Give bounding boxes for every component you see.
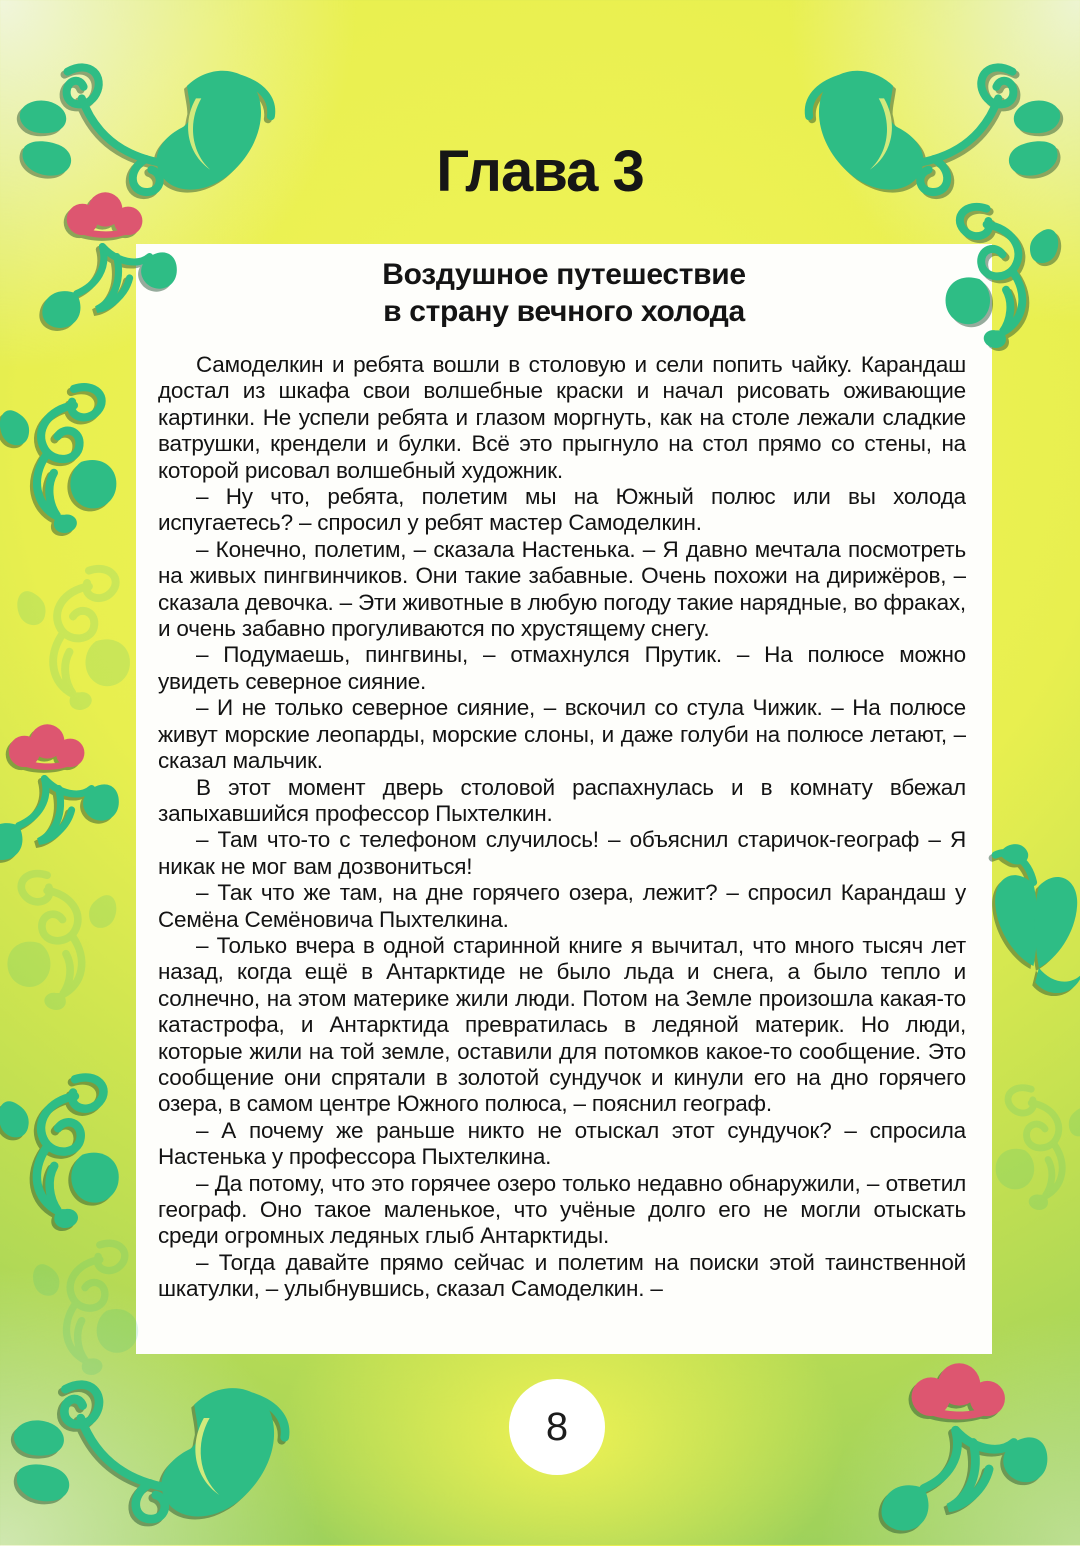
- swirl-watermark-left-3: [25, 1235, 145, 1375]
- swirl-watermark-right: [990, 1080, 1080, 1210]
- swirl-watermark-left-1: [8, 560, 138, 710]
- paragraph: – Тогда давайте прямо сейчас и полетим на поиски этой таинственной шкатулки, – улыбнувшись, сказал Самоделкин. –: [158, 1249, 966, 1302]
- subtitle-line-2: в страну вечного холода: [383, 295, 745, 328]
- paragraph: В этот момент дверь столовой распахнулась и в комнату вбежал запыхавшийся профессор Пыхтелкин.: [158, 774, 966, 826]
- page-number: 8: [545, 1404, 569, 1449]
- chapter-title: Глава 3: [436, 139, 644, 204]
- paragraph: – А почему же раньше никто не отыскал этот сундучок? – спросила Настенька у профессора Пыхтелкина.: [158, 1117, 966, 1170]
- subtitle-line-1: Воздушное путешествие: [382, 258, 746, 291]
- page-number-badge: [509, 1379, 605, 1475]
- pink-tulip-ornament-bottom-right: [855, 1358, 1065, 1543]
- pink-tulip-ornament-left: [0, 720, 128, 870]
- paragraph: – И не только северное сияние, – вскочил со стула Чижик. – На полюсе живут морские леопарды, морские слоны, и даже голуби на полюсе летают, – сказал мальчик.: [158, 695, 966, 774]
- paragraph: – Да потому, что это горячее озеро только недавно обнаружили, – ответил географ. Оно такое маленькое, что учёные долго его не могли отыскать среди огромных ледяных глыб Антарктиды.: [158, 1170, 966, 1249]
- swirl-vine-ornament-left-upper: [0, 378, 125, 533]
- paragraph: Самоделкин и ребята вошли в столовую и сели попить чайку. Карандаш достал из шкафа свои волшебные краски и начал рисовать оживающие картинки. Не успели ребята и глазом моргнуть, как на столе лежали сладкие ватрушки, крендели и булки. Всё это прыгнуло на стол прямо со стены, на которой рисовал волшебный художник.: [158, 352, 966, 483]
- heart-leaf-ornament-right: [988, 828, 1080, 1013]
- leaf-spray-ornament-bottom-left: [0, 1368, 300, 1546]
- swirl-watermark-left-2: [0, 865, 125, 1010]
- paragraph: – Подумаешь, пингвины, – отмахнулся Прутик. – На полюсе можно увидеть северное сияние.: [158, 642, 966, 694]
- story-text: [158, 352, 966, 1337]
- chapter-subtitle: [136, 256, 992, 330]
- paragraph: – Только вчера в одной старинной книге я вычитал, что много тысяч лет назад, когда ещё в Антарктиде не было льда и снега, а было тепло и солнечно, на этом материке жили люди. Потом на Земле произошла какая-то катастрофа, и Антарктида превратилась в ледяной материк. Но люди, которые жили на той земле, оставили для потомков какое-то сообщение. Это сообщение они спрятали в золотой сундучок и кинули его на дно горячего озера, в самом центре Южного полюса, – пояснил географ.: [158, 932, 966, 1117]
- paragraph: – Ну что, ребята, полетим мы на Южный полюс или вы холода испугаетесь? – спросил у ребят мастер Самоделкин.: [158, 484, 966, 536]
- paragraph: – Там что-то с телефоном случилось! – объяснил старичок-географ – Я никак не мог вам дозвониться!: [158, 827, 966, 879]
- paragraph: – Конечно, полетим, – сказала Настенька. – Я давно мечтала посмотреть на живых пингвинчиков. Они такие забавные. Очень похожи на дирижёров, – сказала девочка. – Эти животные в любую погоду такие нарядные, во фраках, и очень забавно прогуливаются по хрустящему снегу.: [158, 536, 966, 642]
- paragraph: – Так что же там, на дне горячего озера, лежит? – спросил Карандаш у Семёна Семёновича Пыхтелкина.: [158, 880, 966, 932]
- swirl-vine-ornament-left-lower: [0, 1068, 128, 1228]
